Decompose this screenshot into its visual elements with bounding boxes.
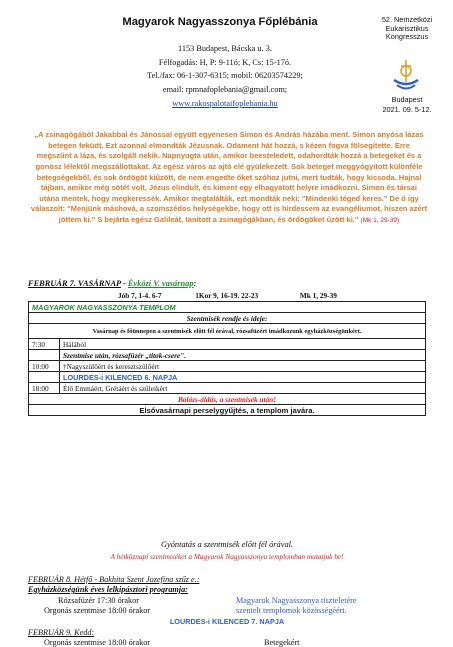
day-heading-tuesday: FEBRUÁR 9. Kedd: [28, 628, 95, 637]
congress-line-1: 52. Nemzetközi [381, 15, 433, 24]
sunday-heading [28, 279, 196, 288]
email-line: email: rpmnafoplebania@gmail.com; [162, 85, 288, 94]
mass-time: 10:00 [29, 361, 60, 372]
congress-line-2: Eukarisztikus [385, 23, 429, 33]
tuesday-item-note: Betegekért [264, 638, 300, 647]
mass-intention: Élő Emmáért, Grétáért és szüleikért [60, 383, 426, 394]
mass-time [29, 350, 60, 361]
sunday-date: FEBRUÁR 7. VASÁRNAP [28, 279, 121, 288]
sunday-feast: Évközi V. vasárnap [127, 279, 194, 288]
congress-date: 2021. 09. 5-12. [382, 105, 432, 114]
website-link[interactable]: www.rakospalotaifoplebania.hu [172, 99, 278, 108]
church-name: MAGYAROK NAGYASSZONYA TEMPLOM [29, 302, 426, 313]
sunday-readings [118, 291, 337, 300]
order-title: Szentmisék rendje és ideje: [29, 313, 426, 324]
table-row [29, 383, 426, 394]
mass-time [29, 372, 60, 383]
confession-note: Gyóntatás a szentmisék előtt fél órával. [160, 540, 294, 549]
eucharistic-congress-logo-icon [388, 58, 424, 94]
mass-time: 18:00 [29, 383, 60, 394]
table-row [29, 361, 426, 372]
mass-intention: †Nagyszülőért és keresztszülőért [60, 361, 426, 372]
table-row [29, 405, 426, 416]
weekday-mass-note: A hétköznapi szentmiséket a Magyarok Nagyasszonya templomban mutatjuk be! [110, 552, 344, 561]
mass-time: 7:30 [29, 339, 60, 350]
table-row [29, 394, 426, 405]
day-heading-monday: FEBRUÁR 8. Hétfő - Bakhita Szent Jozefina szűz e.: [28, 575, 200, 584]
reading-2: 1Kor 9, 16-19. 22-23 [195, 291, 259, 300]
novena-monday: LOURDES-i KILENCED 7. NAPJA [169, 617, 285, 626]
parish-title: Magyarok Nagyasszonya Főplébánia [122, 16, 318, 28]
office-hours: Félfogadás: H, P: 9-11ó; K, Cs: 15-17ó. [158, 58, 292, 67]
reading-1: Jób 7, 1-4. 6-7 [118, 291, 162, 300]
sunday-colon: : [193, 279, 197, 288]
congress-block [364, 16, 450, 42]
gospel-reference: (Mk 1, 29-39) [360, 217, 400, 225]
table-row [29, 372, 426, 383]
mass-intention: LOURDES-i KILENCED 6. NAPJA [60, 372, 426, 383]
congress-city: Budapest [391, 95, 423, 104]
mass-intention: Szentmise után, rózsafüzér „titok-csere". [60, 350, 426, 361]
monday-item-note: Magyarok Nagyasszonya tiszteletére [236, 596, 357, 605]
program-subtitle: Egyházközségünk éves lelkipásztori programja: [28, 585, 188, 594]
monday-item-label: Orgonás szentmise 18:00 órakor [44, 606, 151, 615]
sunday-separator: - [120, 279, 128, 288]
mass-intention: Hálából [60, 339, 426, 350]
collection-note: Elsővasárnapi perselygyűjtés, a templom javára. [29, 405, 426, 416]
blessing-note: Balázs-áldás, a szentmisék után! [29, 394, 426, 405]
reading-3: Mk 1, 29-39 [299, 291, 337, 300]
table-row [29, 324, 426, 339]
gospel-text: „A zsinagógából Jakabbal és Jánossal együtt egyenesen Simon és András házába ment. Simon anyósa lázas betegen feküdt. Ezt azonnal elmondták Jézusnak. Odament hát hozzá, s kézen fogva fölsegítette. Erre megszűnt a láza, és szolgált nekik. Napnyugta után, amikor beesteledett, odahordták hozzá a betegeket és a gonosz lélektől megszállottakat. Az egész város az ajtó elé gyülekezett. Sok beteget meggyógyított különféle betegségekből, és sok ördögöt kiűzött, de nem engedte őket szóhoz jutni, mert tudták, hogy kicsoda. Hajnal tájban, amikor még sötét volt, Jézus elindult, és kiment egy elhagyatott helyre imádkozni. Simon és társai utána mentek, hogy megkeressék. Amikor megtalálták, ezt mondták neki: "Mindenki téged keres." De ő így válaszolt: "Menjünk máshová, a szomszédos helységekbe, hogy ott is hirdessem az evangéliumot, hiszen azért jöttem ki." S bejárta egész Galileát, tanított a zsinagógákban, és ördögöket űzött ki." [30, 130, 428, 225]
table-row [29, 313, 426, 324]
rosary-announcement: Vasárnap és főünnepen a szentmisék előtt fél órával, rózsafüzért imádkozunk egyházközségünkért. [29, 324, 426, 339]
phone-line: Tel./fax: 06-1-307-6315; mobil: 06203574229; [147, 71, 303, 80]
table-row [29, 350, 426, 361]
congress-line-3: Kongresszus [385, 32, 429, 42]
parish-address: 1153 Budapest, Bácska u. 3. [178, 44, 272, 53]
gospel-quote [30, 130, 428, 226]
mass-schedule-table [28, 301, 426, 416]
tuesday-item-label: Orgonás szentmise 18:00 órakor [44, 638, 151, 647]
monday-item-note: szentelt templomok közösségéért. [236, 606, 347, 615]
table-row [29, 339, 426, 350]
table-row [29, 302, 426, 313]
monday-item-label: Rózsafüzér 17:30 órakor [58, 596, 139, 605]
